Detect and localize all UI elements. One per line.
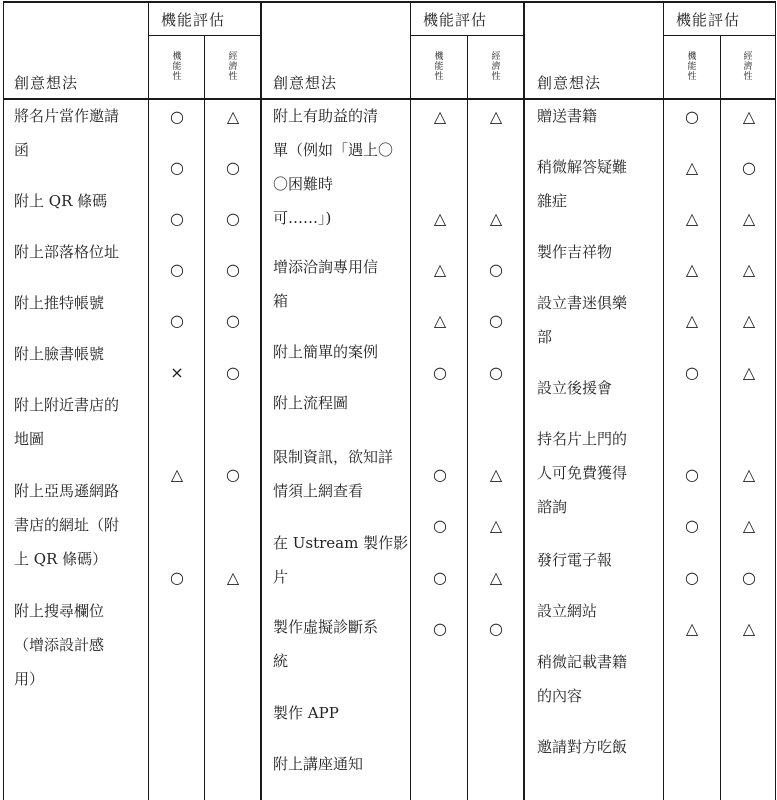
functional-rating: ○ (433, 516, 447, 535)
economic-rating: △ (742, 619, 756, 638)
idea-text: 上 QR 條碼） (14, 550, 108, 568)
economic-rating: △ (742, 311, 756, 330)
economic-rating: △ (489, 107, 503, 126)
idea-text: 發行電子報 (537, 551, 613, 569)
economic-rating: ○ (226, 158, 240, 177)
economic-rating: △ (742, 465, 756, 484)
idea-text: 附上亞馬遜網路 (14, 482, 120, 500)
functional-header: 機 能 性 (434, 52, 444, 82)
idea-text: 稍微記載書籍 (537, 653, 628, 671)
idea-text: 附上 QR 條碼 (14, 192, 108, 210)
functional-rating: ○ (685, 516, 699, 535)
idea-text: 邀請對方吃飯 (537, 738, 628, 756)
functional-rating: ○ (170, 260, 184, 279)
functional-rating: △ (685, 158, 699, 177)
idea-text: 人可免費獲得 (537, 464, 628, 482)
functional-rating: ○ (685, 465, 699, 484)
functional-rating: △ (170, 465, 184, 484)
idea-text: 附上附近書店的 (14, 396, 120, 414)
functional-rating: ○ (433, 363, 447, 382)
economic-rating: △ (742, 107, 756, 126)
idea-text: 〇困難時 (273, 175, 334, 193)
functional-rating: ○ (433, 568, 447, 587)
functional-rating: △ (685, 311, 699, 330)
economic-rating: ○ (489, 363, 503, 382)
economic-rating: ○ (489, 260, 503, 279)
table-top-border (3, 1, 776, 3)
idea-text: 附上部落格位址 (14, 243, 120, 261)
functional-header: 機 能 性 (172, 52, 182, 82)
column-divider (148, 1, 149, 800)
idea-text: 片 (273, 568, 289, 586)
functional-rating: △ (433, 107, 447, 126)
idea-text: 設立網站 (537, 602, 598, 620)
idea-text: 限制資訊，欲知詳 (273, 448, 394, 466)
economic-rating: ○ (226, 209, 240, 228)
economic-rating: △ (489, 568, 503, 587)
idea-text: 諮詢 (537, 498, 568, 516)
column-divider (260, 1, 262, 800)
column-divider (467, 36, 468, 800)
column-divider (523, 1, 525, 800)
idea-text: 單（例如「遇上〇 (273, 141, 394, 159)
functional-rating: △ (433, 311, 447, 330)
functional-rating: × (170, 363, 184, 382)
idea-text: 贈送書籍 (537, 107, 598, 125)
functional-rating: ○ (433, 619, 447, 638)
economic-rating: ○ (226, 260, 240, 279)
economic-rating: △ (489, 209, 503, 228)
column-divider (720, 36, 721, 800)
economic-rating: △ (742, 209, 756, 228)
functional-rating: ○ (170, 209, 184, 228)
column-divider (663, 1, 664, 800)
group-header: 機能評估 (423, 11, 488, 29)
idea-text: 附上講座通知 (273, 755, 364, 773)
idea-column-header: 創意想法 (537, 74, 602, 92)
idea-text: 情須上網查看 (273, 482, 364, 500)
functional-rating: △ (685, 209, 699, 228)
idea-text: 書店的網址（附 (14, 516, 120, 534)
economic-header: 經 濟 性 (743, 52, 753, 82)
idea-text: 雜症 (537, 192, 568, 210)
idea-text: 附上搜尋欄位 (14, 602, 105, 620)
column-divider (204, 36, 205, 800)
idea-text: 製作虛擬診斷系 (273, 618, 379, 636)
economic-rating: △ (226, 568, 240, 587)
economic-rating: ○ (226, 465, 240, 484)
idea-text: 製作 APP (273, 704, 339, 722)
economic-rating: △ (489, 516, 503, 535)
functional-rating: △ (685, 260, 699, 279)
economic-rating: ○ (489, 619, 503, 638)
table-left-border (3, 1, 4, 800)
functional-rating: △ (433, 260, 447, 279)
idea-column-header: 創意想法 (273, 74, 338, 92)
functional-rating: △ (433, 209, 447, 228)
economic-header: 經 濟 性 (228, 52, 238, 82)
economic-rating: △ (742, 260, 756, 279)
idea-text: 附上推特帳號 (14, 294, 105, 312)
idea-text: 箱 (273, 292, 289, 310)
functional-header: 機 能 性 (687, 52, 697, 82)
idea-text: 的內容 (537, 687, 583, 705)
idea-text: 部 (537, 328, 553, 346)
idea-column-header: 創意想法 (14, 74, 79, 92)
group-header: 機能評估 (161, 11, 226, 29)
functional-rating: ○ (685, 363, 699, 382)
column-divider (410, 1, 411, 800)
idea-text: 附上臉書帳號 (14, 345, 105, 363)
economic-rating: △ (742, 363, 756, 382)
idea-text: 用） (14, 670, 45, 688)
economic-rating: ○ (742, 568, 756, 587)
idea-text: 附上流程圖 (273, 394, 349, 412)
functional-rating: ○ (170, 158, 184, 177)
economic-rating: △ (742, 516, 756, 535)
economic-rating: △ (226, 107, 240, 126)
idea-text: 將名片當作邀請 (14, 107, 120, 125)
functional-rating: ○ (170, 568, 184, 587)
table-right-border (775, 1, 776, 800)
economic-rating: △ (489, 465, 503, 484)
economic-rating: ○ (226, 363, 240, 382)
idea-text: 函 (14, 141, 30, 159)
idea-text: 稍微解答疑難 (537, 158, 628, 176)
functional-rating: ○ (685, 107, 699, 126)
idea-text: 可……」) (273, 209, 332, 227)
idea-text: 地圖 (14, 430, 45, 448)
functional-rating: ○ (433, 465, 447, 484)
idea-text: 統 (273, 652, 289, 670)
idea-text: 持名片上門的 (537, 430, 628, 448)
idea-text: 增添洽詢專用信 (273, 258, 379, 276)
idea-text: 在 Ustream 製作影 (273, 534, 409, 552)
economic-rating: ○ (742, 158, 756, 177)
economic-header: 經 濟 性 (491, 52, 501, 82)
idea-text: （增添設計感 (14, 636, 105, 654)
functional-rating: ○ (170, 107, 184, 126)
functional-rating: ○ (685, 568, 699, 587)
idea-text: 附上有助益的清 (273, 107, 379, 125)
idea-text: 設立後援會 (537, 379, 613, 397)
idea-text: 附上簡單的案例 (273, 343, 379, 361)
idea-text: 設立書迷俱樂 (537, 294, 628, 312)
economic-rating: ○ (226, 311, 240, 330)
group-header: 機能評估 (676, 11, 741, 29)
economic-rating: ○ (489, 311, 503, 330)
functional-rating: △ (685, 619, 699, 638)
idea-text: 製作吉祥物 (537, 243, 613, 261)
functional-rating: ○ (170, 311, 184, 330)
